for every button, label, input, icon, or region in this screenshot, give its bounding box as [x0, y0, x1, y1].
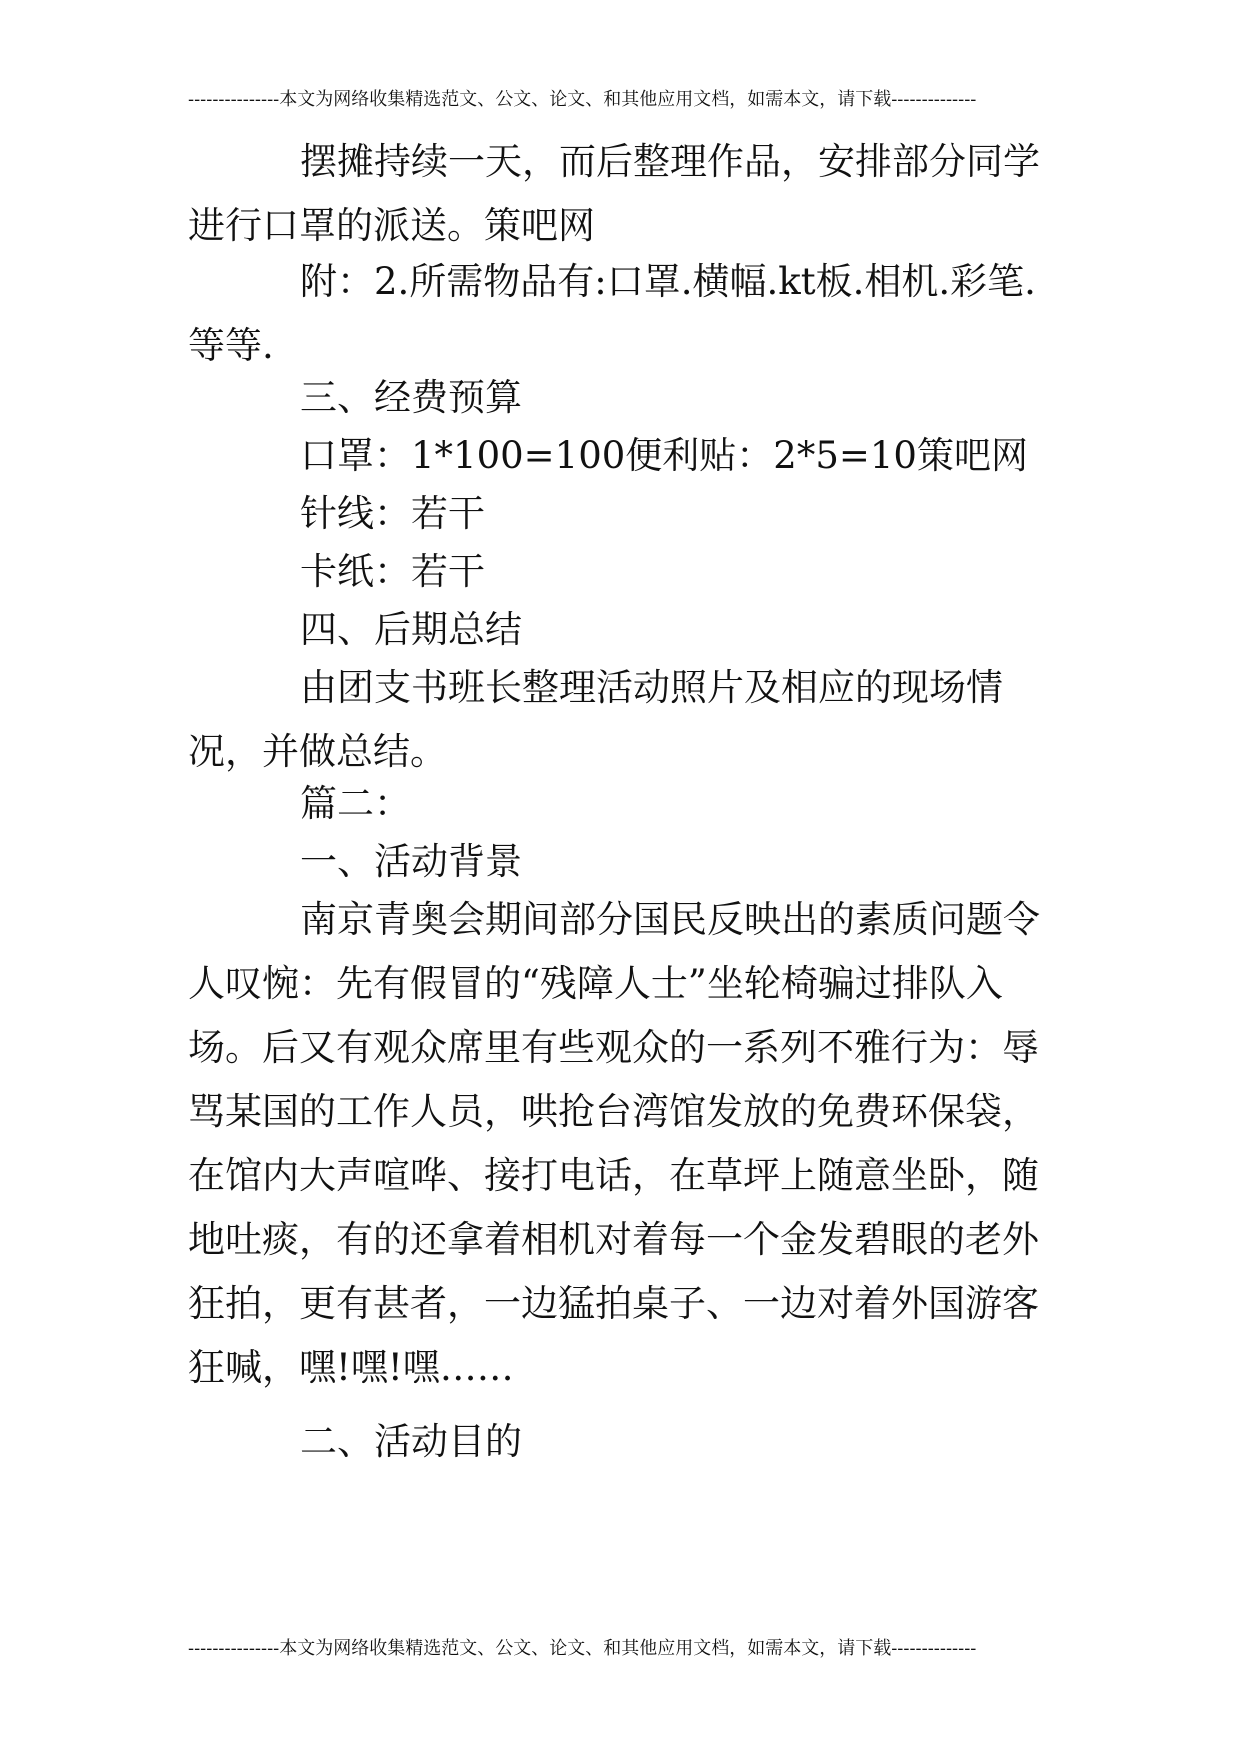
paragraph-setup: 摆摊持续一天，而后整理作品，安排部分同学进行口罩的派送。策吧网	[188, 140, 1040, 247]
page-header: ---------------本文为网络收集精选范文、公文、论文、和其他应用文档，如需本文，请下载--------------	[188, 89, 977, 110]
section-part-two: 篇二：	[300, 782, 411, 825]
heading-summary: 四、后期总结	[300, 608, 522, 651]
page-footer: ---------------本文为网络收集精选范文、公文、论文、和其他应用文档，如需本文，请下载--------------	[188, 1638, 977, 1659]
budget-line-card: 卡纸：若干	[300, 550, 485, 593]
paragraph-supplies: 附：2.所需物品有:口罩.横幅.kt板.相机.彩笔.等等.	[188, 260, 1036, 367]
heading-background: 一、活动背景	[300, 840, 522, 883]
budget-line-masks: 口罩：1*100=100便利贴：2*5=10策吧网	[300, 434, 1028, 477]
budget-line-thread: 针线：若干	[300, 492, 485, 535]
heading-budget: 三、经费预算	[300, 376, 522, 419]
paragraph-background: 南京青奥会期间部分国民反映出的素质问题令人叹惋：先有假冒的“残障人士”坐轮椅骗过排队入场。后又有观众席里有些观众的一系列不雅行为：辱骂某国的工作人员，哄抢台湾馆发放的免费环保袋，在馆内大声喧哗、接打电话，在草坪上随意坐卧，随地吐痰，有的还拿着相机对着每一个金发碧眼的老外狂拍，更有甚者，一边猛拍桌子、一边对着外国游客狂喊，嘿!嘿!嘿……	[188, 898, 1040, 1389]
paragraph-summary: 由团支书班长整理活动照片及相应的现场情况，并做总结。	[188, 666, 1003, 773]
heading-purpose: 二、活动目的	[300, 1420, 522, 1463]
